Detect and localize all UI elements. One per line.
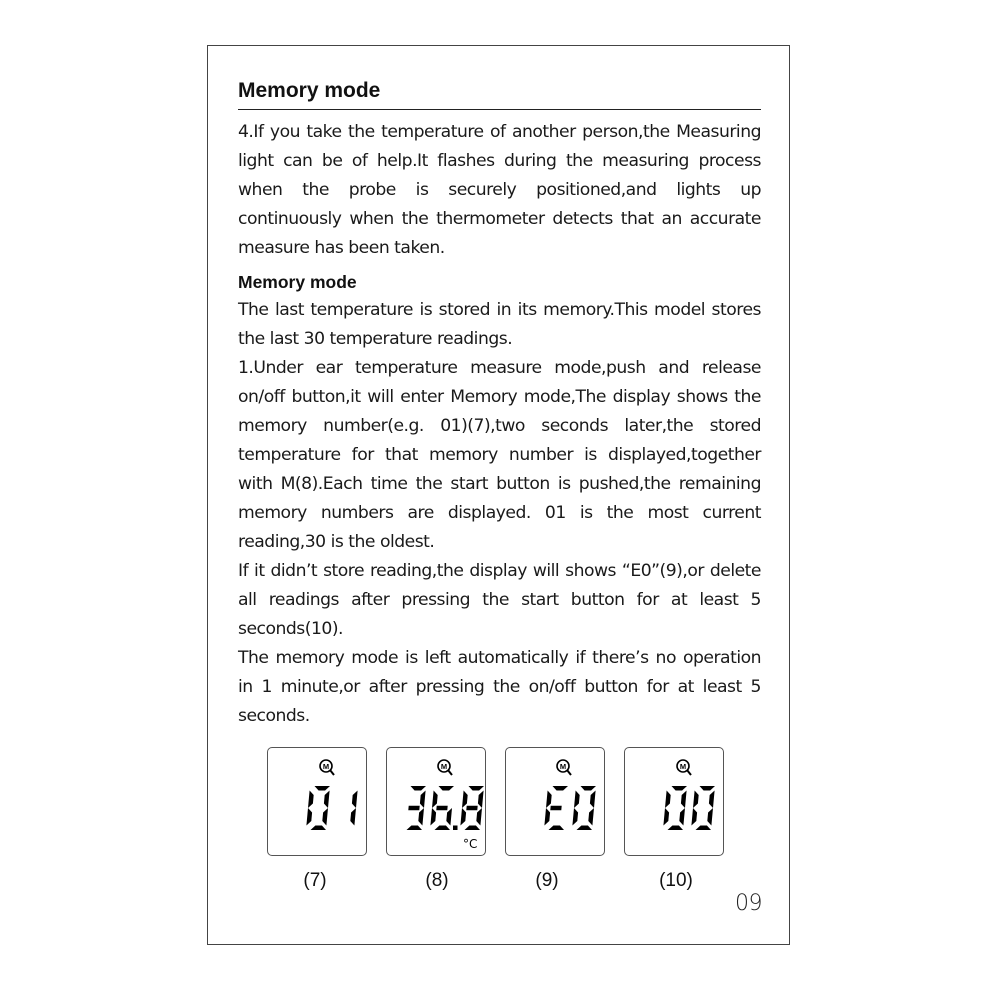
segment-f	[693, 791, 699, 809]
seven-segment-readout	[306, 786, 357, 830]
segment-g	[550, 806, 561, 811]
unit-celsius: °C	[463, 837, 478, 851]
segment-c	[707, 808, 713, 826]
display-stored-temperature	[386, 747, 486, 856]
segment-c	[588, 808, 594, 826]
page-content	[238, 78, 761, 731]
segment-d	[696, 826, 712, 831]
segment-c	[350, 808, 356, 826]
segment-g	[408, 806, 419, 811]
segment-d	[549, 826, 565, 831]
segment-d	[465, 826, 481, 831]
segment-e	[544, 808, 550, 826]
memory-icon	[677, 760, 691, 775]
segment-b	[590, 791, 596, 809]
segment-f	[462, 791, 468, 809]
segment-d	[435, 826, 451, 831]
display-cleared	[624, 747, 724, 856]
display-error	[505, 747, 605, 856]
caption-10: (10)	[659, 870, 693, 891]
segment-f	[432, 791, 438, 809]
seven-segment-readout	[407, 786, 485, 830]
segment-a	[411, 786, 427, 791]
digit-1	[350, 791, 357, 826]
segment-b	[681, 791, 687, 809]
segment-a	[469, 786, 485, 791]
page-number: 09	[735, 891, 762, 916]
digit-0	[663, 786, 687, 830]
digit-0	[691, 786, 715, 830]
subheading: Memory mode	[238, 272, 357, 292]
memory-icon	[320, 760, 334, 775]
segment-a	[672, 786, 688, 791]
memory-icon	[438, 760, 452, 775]
segment-e	[572, 808, 578, 826]
segment-e	[663, 808, 669, 826]
segment-a	[315, 786, 331, 791]
svg-text:M: M	[559, 762, 567, 771]
lcd-screen	[625, 748, 725, 857]
caption-7: (7)	[303, 870, 327, 891]
segment-a	[553, 786, 569, 791]
segment-a	[700, 786, 716, 791]
segment-f	[665, 791, 671, 809]
segment-c	[679, 808, 685, 826]
display-memory-number	[267, 747, 367, 856]
segment-b	[352, 791, 358, 809]
segment-g	[436, 806, 447, 811]
segment-f	[546, 791, 552, 809]
segment-c	[322, 808, 328, 826]
digit-E	[544, 786, 568, 830]
segment-e	[430, 808, 436, 826]
memory-icon	[557, 760, 571, 775]
digit-3	[407, 786, 427, 830]
lcd-screen	[268, 748, 368, 857]
segment-g	[466, 806, 477, 811]
display-illustrations	[267, 747, 727, 897]
svg-text:M: M	[679, 762, 687, 771]
segment-d	[311, 826, 327, 831]
segment-b	[420, 791, 426, 809]
paragraph-instructions: 1.Under ear temperature measure mode,push and release on/off button,it will enter Memory mode,The display shows the memory number(e.g. 01)(7),two seconds later,the stored temperature for that memory number is displayed,together with M(8).Each time the start button is pushed,the remaining memory numbers are displayed. 01 is the most current reading,30 is the oldest.	[238, 358, 761, 552]
segment-c	[446, 808, 452, 826]
digit-6	[430, 786, 454, 830]
caption-9: (9)	[535, 870, 559, 891]
segment-e	[460, 808, 466, 826]
segment-a	[439, 786, 455, 791]
segment-f	[574, 791, 580, 809]
manual-page	[207, 45, 790, 945]
segment-d	[407, 826, 423, 831]
paragraph-e0: If it didn’t store reading,the display will shows “E0”(9),or delete all readings after pressing the start button for at least 5 seconds(10).	[238, 561, 761, 639]
segment-d	[577, 826, 593, 831]
segment-b	[709, 791, 715, 809]
segment-e	[306, 808, 312, 826]
paragraph-storage: The last temperature is stored in its memory.This model stores the last 30 temperature readings.	[238, 300, 761, 349]
svg-text:M: M	[440, 762, 448, 771]
segment-a	[581, 786, 597, 791]
segment-e	[691, 808, 697, 826]
digit-0	[306, 786, 330, 830]
seven-segment-readout	[663, 786, 715, 830]
segment-b	[478, 791, 484, 809]
segment-b	[324, 791, 330, 809]
intro-paragraph: 4.If you take the temperature of another person,the Measuring light can be of help.It flashes during the measuring process when the probe is securely positioned,and lights up continuously when the thermometer detects that an accurate measure has been taken.	[238, 122, 761, 258]
segment-c	[476, 808, 482, 826]
decimal-point	[453, 826, 458, 831]
lcd-screen	[506, 748, 606, 857]
svg-text:M: M	[322, 762, 330, 771]
segment-f	[308, 791, 314, 809]
caption-8: (8)	[425, 870, 449, 891]
section-title: Memory mode	[238, 78, 761, 110]
digit-8	[460, 786, 484, 830]
paragraph-exit: The memory mode is left automatically if there’s no operation in 1 minute,or after pressing the on/off button for at least 5 seconds.	[238, 648, 761, 726]
seven-segment-readout	[544, 786, 596, 830]
lcd-screen	[387, 748, 487, 857]
segment-c	[418, 808, 424, 826]
segment-d	[668, 826, 684, 831]
digit-0	[572, 786, 596, 830]
